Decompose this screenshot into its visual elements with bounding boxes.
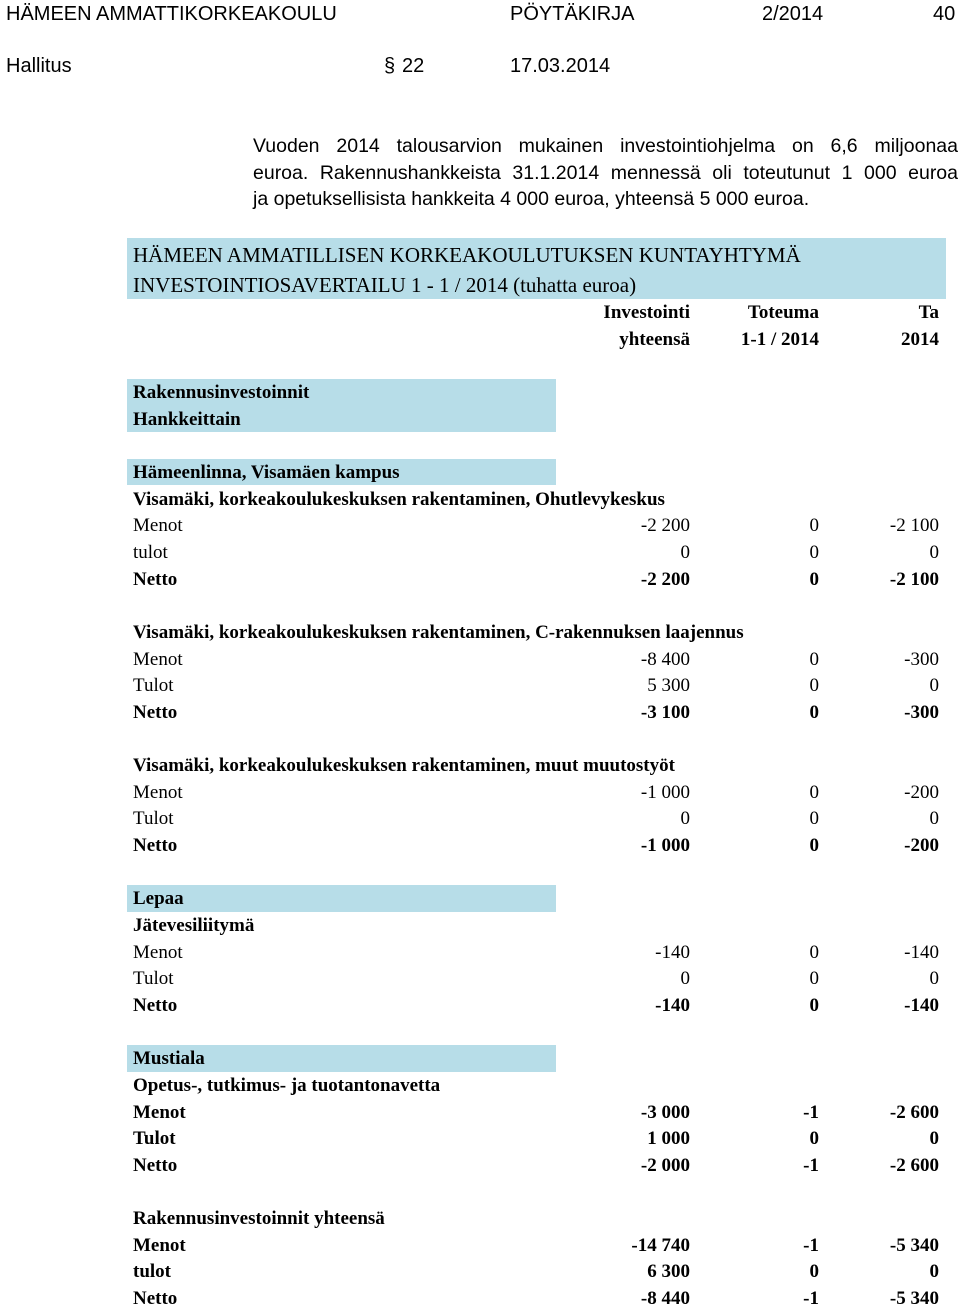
cell-investointi: -1 000 — [640, 782, 690, 803]
cell-ta: 0 — [929, 1128, 939, 1149]
cell-ta: -5 340 — [889, 1235, 939, 1256]
cell-toteuma: 0 — [809, 675, 819, 696]
cell-ta: -200 — [904, 835, 939, 856]
cell-toteuma: 0 — [809, 542, 819, 563]
cell-toteuma: 0 — [809, 995, 819, 1016]
cell-toteuma: 0 — [809, 702, 819, 723]
project-heading: Opetus-, tutkimus- ja tuotantonavetta — [133, 1075, 441, 1096]
site-heading: Hämeenlinna, Visamäen kampus — [133, 462, 400, 483]
row-label: Tulot — [133, 968, 174, 989]
cell-investointi: 1 000 — [647, 1128, 690, 1149]
cell-ta: -2 100 — [889, 569, 939, 590]
cell-investointi: -2 200 — [640, 515, 690, 536]
section-heading: Rakennusinvestoinnit — [133, 382, 310, 403]
cell-toteuma: 0 — [809, 942, 819, 963]
table-title-line2: INVESTOINTIOSAVERTAILU 1 - 1 / 2014 (tuhatta euroa) — [133, 273, 637, 297]
row-label: Netto — [133, 995, 178, 1016]
cell-toteuma: 0 — [809, 569, 819, 590]
cell-ta: -300 — [904, 702, 939, 723]
cell-ta: 0 — [929, 1261, 939, 1282]
project-heading: Visamäki, korkeakoulukeskuksen rakentaminen, muut muutostyöt — [133, 755, 675, 776]
column-subheader-year: 2014 — [901, 329, 939, 350]
cell-ta: -2 600 — [889, 1155, 939, 1176]
project-heading: Jätevesiliitymä — [133, 915, 255, 936]
cell-investointi: 6 300 — [647, 1261, 690, 1282]
column-subheader-yhteensa: yhteensä — [619, 329, 690, 350]
cell-ta: -2 600 — [889, 1102, 939, 1123]
cell-ta: 0 — [929, 968, 939, 989]
column-header-ta: Ta — [918, 302, 939, 323]
cell-toteuma: 0 — [809, 968, 819, 989]
cell-ta: -140 — [904, 942, 939, 963]
row-label: Menot — [133, 782, 183, 803]
cell-ta: -5 340 — [889, 1288, 939, 1309]
row-label: Menot — [133, 649, 183, 670]
intro-line: euroa. Rakennushankkeista 31.1.2014 mennessä oli toteutunut 1 000 euroa — [253, 161, 958, 184]
section-subheading: Hankkeittain — [133, 409, 241, 430]
row-label: Tulot — [133, 1128, 176, 1149]
cell-toteuma: 0 — [809, 515, 819, 536]
row-label: Netto — [133, 1155, 178, 1176]
cell-toteuma: -1 — [803, 1155, 819, 1176]
cell-toteuma: 0 — [809, 1128, 819, 1149]
header-date: 17.03.2014 — [510, 55, 611, 77]
cell-toteuma: 0 — [809, 1261, 819, 1282]
header-page-number: 40 — [933, 3, 956, 25]
project-heading: Visamäki, korkeakoulukeskuksen rakentaminen, C-rakennuksen laajennus — [133, 622, 744, 643]
project-heading: Visamäki, korkeakoulukeskuksen rakentaminen, Ohutlevykeskus — [133, 489, 665, 510]
cell-investointi: 0 — [680, 808, 690, 829]
cell-investointi: 5 300 — [647, 675, 690, 696]
header-body: Hallitus — [6, 55, 72, 77]
cell-ta: -300 — [904, 649, 939, 670]
cell-ta: 0 — [929, 542, 939, 563]
total-heading: Rakennusinvestoinnit yhteensä — [133, 1208, 385, 1229]
column-header-investointi: Investointi — [603, 302, 690, 323]
cell-investointi: -2 200 — [640, 569, 690, 590]
cell-investointi: -3 100 — [640, 702, 690, 723]
cell-investointi: 0 — [680, 542, 690, 563]
cell-investointi: -1 000 — [640, 835, 690, 856]
site-heading: Lepaa — [133, 888, 184, 909]
cell-investointi: -140 — [655, 942, 690, 963]
cell-ta: -2 100 — [889, 515, 939, 536]
cell-investointi: -14 740 — [631, 1235, 690, 1256]
cell-toteuma: -1 — [803, 1102, 819, 1123]
column-subheader-period: 1-1 / 2014 — [740, 329, 819, 350]
cell-toteuma: -1 — [803, 1288, 819, 1309]
cell-ta: 0 — [929, 808, 939, 829]
row-label: Menot — [133, 515, 183, 536]
cell-toteuma: 0 — [809, 835, 819, 856]
row-label: tulot — [133, 542, 168, 563]
intro-paragraph — [253, 133, 958, 213]
cell-investointi: -3 000 — [640, 1102, 690, 1123]
site-band-lepaa — [127, 885, 556, 912]
intro-line: Vuoden 2014 talousarvion mukainen investointiohjelma on 6,6 miljoonaa — [253, 135, 958, 157]
cell-ta: -140 — [904, 995, 939, 1016]
table-title-line1: HÄMEEN AMMATILLISEN KORKEAKOULUTUKSEN KUNTAYHTYMÄ — [133, 243, 801, 267]
cell-toteuma: 0 — [809, 808, 819, 829]
row-label: Netto — [133, 1288, 178, 1309]
row-label: Netto — [133, 835, 178, 856]
cell-investointi: -8 400 — [640, 649, 690, 670]
row-label: Netto — [133, 569, 178, 590]
cell-ta: -200 — [904, 782, 939, 803]
row-label: Menot — [133, 942, 183, 963]
row-label: Tulot — [133, 808, 174, 829]
row-label: tulot — [133, 1261, 171, 1282]
section-symbol: § — [384, 55, 396, 77]
cell-toteuma: -1 — [803, 1235, 819, 1256]
cell-toteuma: 0 — [809, 649, 819, 670]
cell-investointi: -8 440 — [640, 1288, 690, 1309]
row-label: Tulot — [133, 675, 174, 696]
cell-toteuma: 0 — [809, 782, 819, 803]
header-doc-number: 2/2014 — [762, 3, 824, 25]
row-label: Netto — [133, 702, 178, 723]
cell-investointi: -140 — [655, 995, 690, 1016]
header-org: HÄMEEN AMMATTIKORKEAKOULU — [6, 3, 337, 25]
cell-investointi: -2 000 — [640, 1155, 690, 1176]
section-number: 22 — [402, 55, 425, 77]
row-label: Menot — [133, 1102, 186, 1123]
column-header-toteuma: Toteuma — [747, 302, 819, 323]
row-label: Menot — [133, 1235, 186, 1256]
cell-ta: 0 — [929, 675, 939, 696]
intro-line: ja opetuksellisista hankkeita 4 000 euroa, yhteensä 5 000 euroa. — [253, 188, 810, 210]
site-heading: Mustiala — [133, 1048, 205, 1069]
cell-investointi: 0 — [680, 968, 690, 989]
header-doc-type: PÖYTÄKIRJA — [510, 3, 635, 25]
